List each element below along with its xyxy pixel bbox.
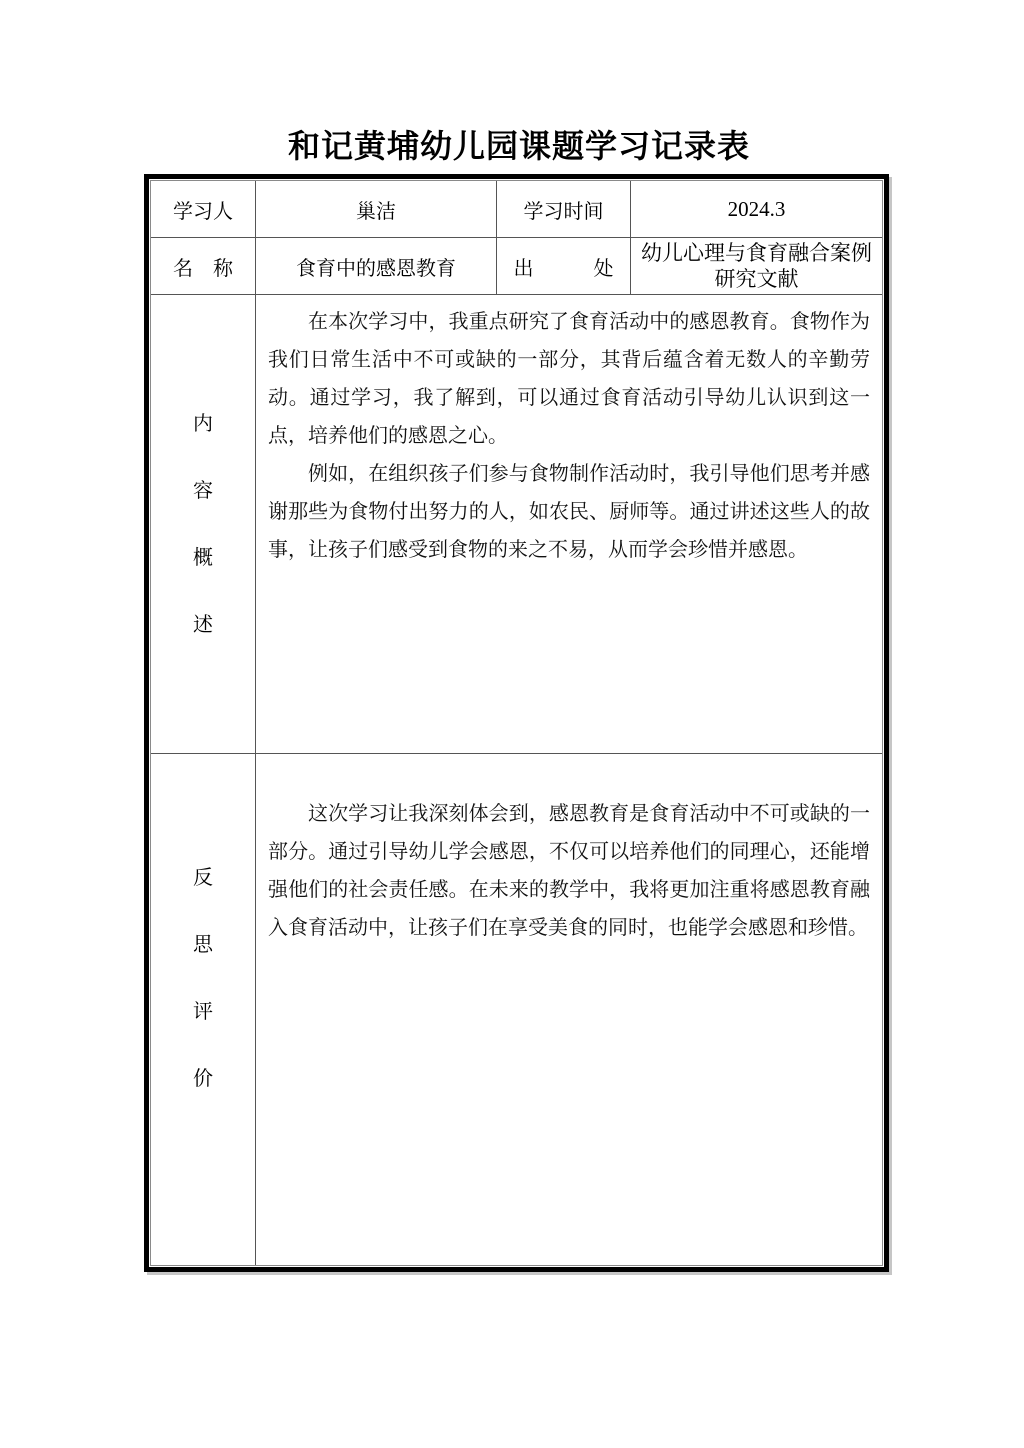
content-summary-label-char: 容: [193, 479, 213, 502]
topic-name-label-cell: 名 称: [151, 238, 256, 295]
content-summary-label-char: 概: [193, 546, 213, 569]
reflection-label-cell: [151, 754, 256, 1265]
content-summary-label-char: 述: [193, 613, 213, 636]
record-table-inner-border: [150, 180, 883, 1266]
content-summary-label-cell: [151, 295, 256, 754]
content-summary-paragraph: 在本次学习中，我重点研究了食育活动中的感恩教育。食物作为我们日常生活中不可或缺的一部分，其背后蕴含着无数人的辛勤劳动。通过学习，我了解到，可以通过食育活动引导幼儿认识到这一点，培养他们的感恩之心。: [268, 311, 870, 447]
reflection-label-char: 评: [193, 1001, 213, 1023]
document-title: 和记黄埔幼儿园课题学习记录表: [287, 128, 750, 164]
reflection-text-cell: [256, 754, 882, 1265]
learner-value-cell: 巢洁: [256, 181, 497, 238]
record-table: [151, 181, 882, 1265]
reflection-label-char: 反: [193, 867, 213, 889]
content-summary-paragraph: 例如，在组织孩子们参与食物制作活动时，我引导他们思考并感谢那些为食物付出努力的人，如农民、厨师等。通过讲述这些人的故事，让孩子们感受到食物的来之不易，从而学会珍惜并感恩。: [268, 463, 870, 561]
source-label-cell: 出 处: [497, 238, 631, 295]
topic-name-value-cell: 食育中的感恩教育: [256, 238, 497, 295]
reflection-label-char: 思: [193, 934, 213, 956]
study-time-value-cell: 2024.3: [631, 181, 882, 238]
reflection-paragraph: 这次学习让我深刻体会到，感恩教育是食育活动中不可或缺的一部分。通过引导幼儿学会感恩，不仅可以培养他们的同理心，还能增强他们的社会责任感。在未来的教学中，我将更加注重将感恩教育融入食育活动中，让孩子们在享受美食的同时，也能学会感恩和珍惜。: [268, 803, 870, 939]
content-summary-text-cell: [256, 295, 882, 754]
reflection-label-char: 价: [193, 1068, 213, 1090]
study-time-label-cell: 学习时间: [497, 181, 631, 238]
record-table-frame: [144, 174, 889, 1272]
learner-label-cell: 学习人: [151, 181, 256, 238]
content-summary-label-char: 内: [193, 412, 213, 435]
source-value-cell: 幼儿心理与食育融合案例研究文献: [631, 238, 882, 295]
